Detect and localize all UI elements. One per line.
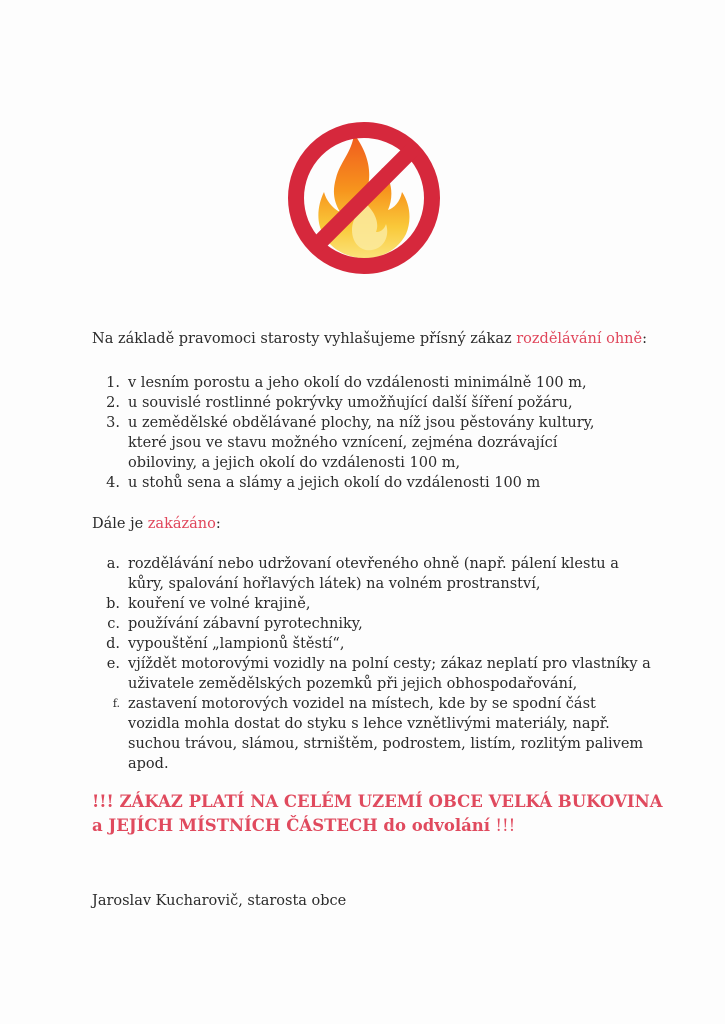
intro-tail: :	[642, 331, 647, 347]
list-marker: 3.	[106, 415, 120, 431]
list-marker: 4.	[106, 475, 120, 491]
list-marker: 2.	[106, 395, 120, 411]
list-item-text: zastavení motorových vozidel na místech, kde by se spodní část vozidla mohla dostat do styku s lehce vznětlivými materiály, např. suchou trávou, slámou, strništěm, podrostem, listím, rozlitým palivem apod.	[128, 696, 644, 772]
list-item	[100, 634, 660, 654]
intro-paragraph	[92, 329, 692, 349]
list-item-text: kouření ve volné krajině,	[128, 596, 311, 612]
list-marker: d.	[106, 636, 120, 652]
list-item-text: u souvislé rostlinné pokrývky umožňující další šíření požáru,	[128, 395, 573, 411]
list-item	[100, 393, 660, 413]
list-item	[100, 413, 660, 473]
intro-highlight: rozdělávání ohně	[516, 331, 643, 347]
dale-text: Dále je	[92, 516, 148, 532]
list-item	[100, 554, 660, 594]
list-item-text: používání zábavní pyrotechniky,	[128, 616, 363, 632]
list-item-text: u stohů sena a slámy a jejich okolí do vzdálenosti 100 m	[128, 475, 541, 491]
list-marker: 1.	[106, 375, 120, 391]
list-item-text: vypouštění „lampionů štěstí“,	[128, 636, 345, 652]
lettered-list	[100, 554, 660, 774]
signature: Jaroslav Kucharovič, starosta obce	[92, 893, 347, 909]
list-item-text: u zemědělské obdělávané plochy, na níž jsou pěstovány kultury, které jsou ve stavu možného vznícení, zejména dozrávající obiloviny, a jejich okolí do vzdálenosti 100 m,	[128, 415, 595, 471]
no-fire-icon	[268, 122, 460, 274]
intro-text: Na základě pravomoci starosty vyhlašujeme přísný zákaz	[92, 331, 517, 347]
list-item-text: rozdělávání nebo udržovaní otevřeného ohně (např. pálení klestu a kůry, spalování hořlavých látek) na volném prostranství,	[128, 556, 619, 592]
list-item	[100, 694, 660, 774]
list-marker: f.	[112, 697, 120, 710]
list-item	[100, 473, 660, 493]
warning-bold-text: !!! ZÁKAZ PLATÍ NA CELÉM UZEMÍ OBCE VELKÁ BUKOVINA a JEJÍCH MÍSTNÍCH ČÁSTECH do odvolání	[92, 792, 663, 835]
list-marker: e.	[106, 656, 120, 672]
dale-tail: :	[215, 516, 221, 532]
list-item-text: v lesním porostu a jeho okolí do vzdálenosti minimálně 100 m,	[128, 375, 587, 391]
list-item	[100, 594, 660, 614]
list-marker: b.	[106, 596, 120, 612]
list-marker: a.	[106, 556, 120, 572]
dale-highlight: zakázáno	[147, 516, 216, 532]
list-item-text: vjíždět motorovými vozidly na polní cesty; zákaz neplatí pro vlastníky a uživatele zemědělských pozemků při jejich obhospodařování,	[128, 656, 651, 692]
list-item	[100, 654, 660, 694]
numbered-list	[100, 373, 660, 493]
warning-tail: !!!	[490, 816, 516, 835]
list-item	[100, 614, 660, 634]
list-item	[100, 373, 660, 393]
warning-notice	[92, 790, 672, 838]
list-marker: c.	[107, 616, 120, 632]
prohibited-heading	[92, 514, 221, 534]
